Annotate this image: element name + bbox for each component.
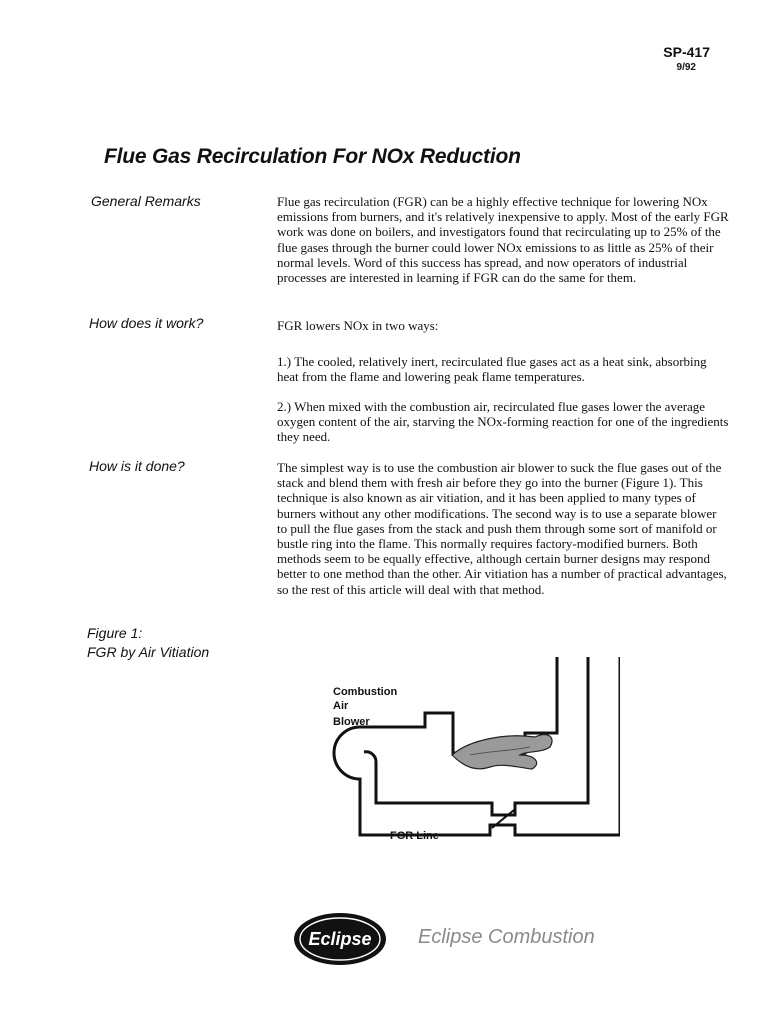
how-is-it-done-paragraph: The simplest way is to use the combustion air blower to suck the flue gases out of the stack and blend them with fresh air before they go into the burner (Figure 1). This technique is also known as air vitiation, and it has been applied to many types of burners without any other modifications. The second way is to use a separate blower to pull the flue gases from the stack and push them through some sort of manifold or bustle ring into the flame. This normally requires factory-modified burners. Both methods seem to be equally effective, although certain burner designs may respond better to one method than the other. Air vitiation has a number of practical advantages, so the rest of this article will deal with that method. bbox=[277, 460, 727, 597]
company-name: Eclipse Combustion bbox=[418, 926, 595, 948]
general-remarks-paragraph: Flue gas recirculation (FGR) can be a highly effective technique for lowering NOx emissions from burners, and it's relatively inexpensive to apply. Most of the early FGR work was done on boilers, and investigators found that recirculating up to 25% of the flue gases through the burner could lower NOx emissions to as little as 25% of their normal levels. Word of this success has spread, and now operators of industrial processes are interested in learning if FGR can do the same for them. bbox=[277, 194, 729, 286]
fgr-line-label: FGR Line bbox=[390, 830, 439, 842]
logo-text: Eclipse bbox=[308, 929, 372, 949]
blower-label-line3: Blower bbox=[333, 716, 370, 728]
section-heading-general-remarks: General Remarks bbox=[91, 193, 201, 209]
inner-duct bbox=[364, 657, 588, 815]
how-it-works-intro: FGR lowers NOx in two ways: bbox=[277, 318, 439, 333]
blower-label-line2: Air bbox=[333, 700, 349, 712]
how-it-works-point-1: 1.) The cooled, relatively inert, recirculated flue gases act as a heat sink, absorbing heat from the flame and lowering peak flame temperatures. bbox=[277, 354, 707, 385]
figure-title: Figure 1: bbox=[87, 625, 143, 641]
section-heading-how-does-it-work: How does it work? bbox=[89, 315, 204, 331]
figure-caption: FGR by Air Vitiation bbox=[87, 644, 210, 660]
document-number: SP-417 bbox=[663, 44, 710, 60]
blower-label-line1: Combustion bbox=[333, 686, 398, 698]
flame-icon bbox=[452, 735, 552, 769]
how-it-works-point-2: 2.) When mixed with the combustion air, recirculated flue gases lower the average oxygen content of the air, starving the NOx-forming reaction for one of the ingredients they need. bbox=[277, 399, 729, 445]
page-title: Flue Gas Recirculation For NOx Reduction bbox=[104, 145, 521, 168]
fgr-air-vitiation-diagram bbox=[320, 655, 620, 855]
section-heading-how-is-it-done: How is it done? bbox=[89, 458, 185, 474]
eclipse-logo bbox=[290, 910, 390, 968]
document-date: 9/92 bbox=[676, 62, 696, 73]
